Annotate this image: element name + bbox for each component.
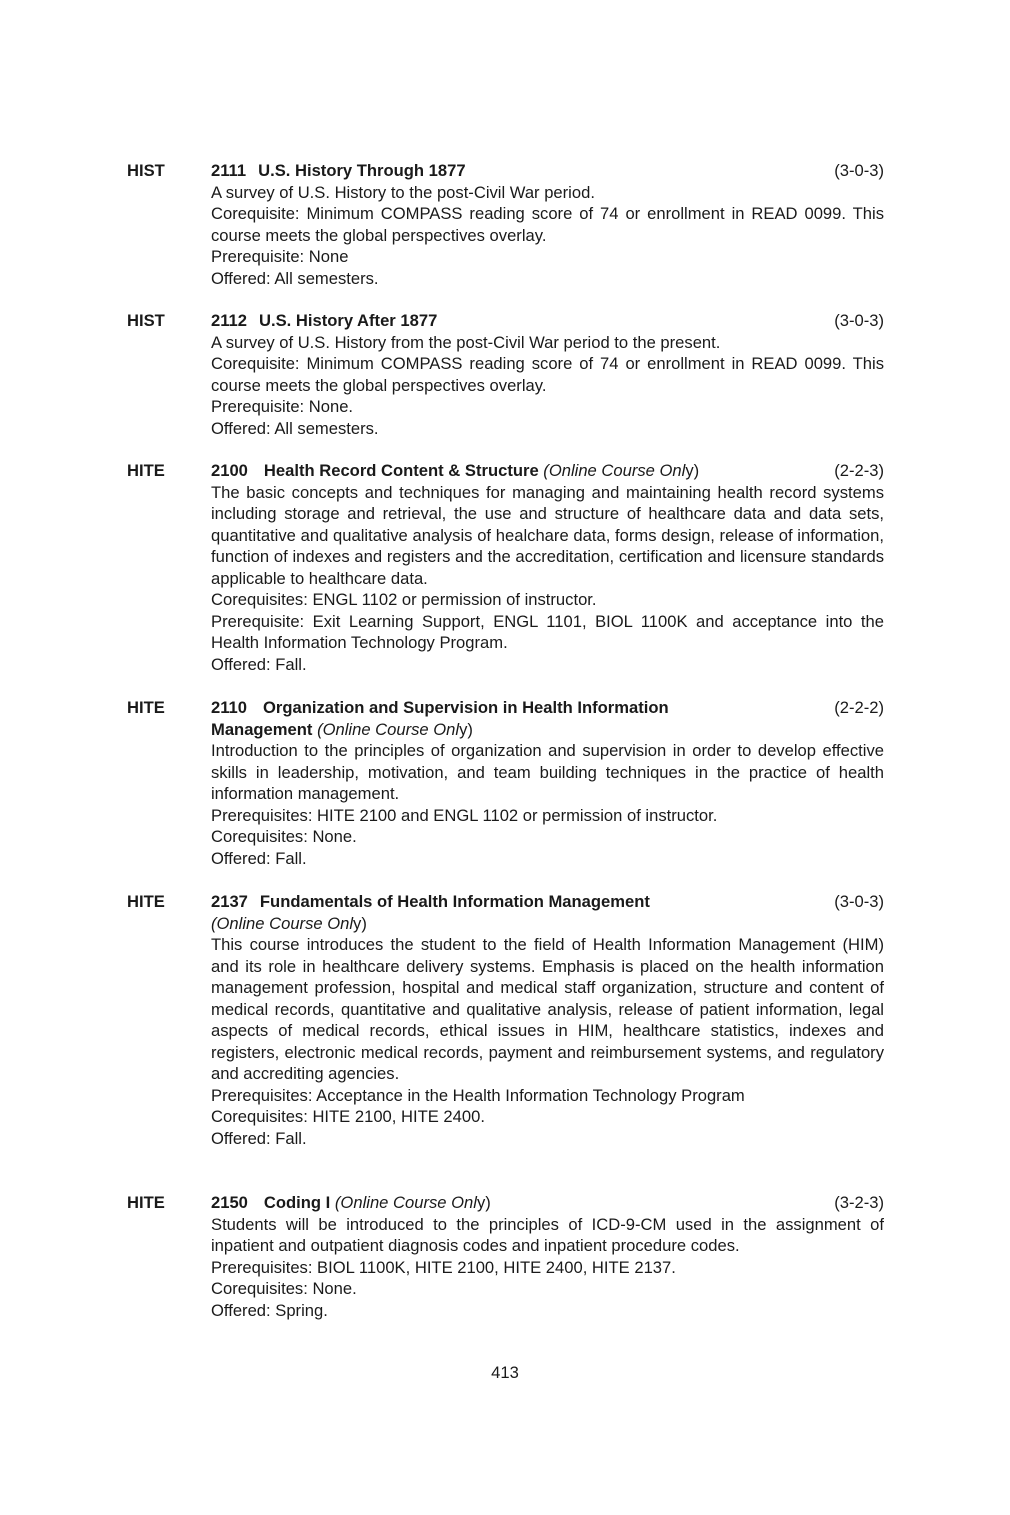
course-heading	[211, 1192, 884, 1214]
course-body	[211, 160, 884, 289]
course-description: A survey of U.S. History to the post-Civil War period.	[211, 182, 595, 202]
course-dept: HITE	[127, 892, 165, 911]
course-requisite: Corequisites: ENGL 1102 or permission of instructor.	[211, 590, 597, 609]
course-requisite: Corequisites: None.	[211, 827, 357, 846]
course-title: Health Record Content & Structure	[263, 461, 539, 480]
course-description: The basic concepts and techniques for managing and maintaining health record systems including storage and retrieval, the use and structure of healthcare data and data sets, quantitative and qualitative analysis of healchare data, forms design, release of information, function of indexes and registers and the accreditation, certification and licensure standards applicable to healthcare data.	[211, 482, 884, 588]
course-requisite: Prerequisites: Acceptance in the Health Information Technology Program	[211, 1085, 745, 1105]
course-body	[211, 310, 884, 439]
course-description: Introduction to the principles of organization and supervision in order to develop effective skills in leadership, motivation, and team building techniques in the practice of health information management.	[211, 741, 884, 803]
course-requisite: Corequisite: Minimum COMPASS reading score of 74 or enrollment in READ 0099. This course meets the global perspectives overlay.	[211, 354, 884, 395]
online-course-note: (Online Course Onl	[334, 1193, 477, 1212]
course-number: 2137	[211, 892, 248, 911]
course-offered: Offered: All semesters.	[211, 268, 379, 288]
course-heading	[211, 310, 884, 332]
course-heading	[211, 891, 884, 934]
online-course-note-end: y)	[353, 913, 367, 933]
course-requisite: Prerequisites: BIOL 1100K, HITE 2100, HITE 2400, HITE 2137.	[211, 1257, 676, 1277]
course-requisite: Corequisites: HITE 2100, HITE 2400.	[211, 1107, 485, 1126]
course-title: Coding I	[263, 1193, 331, 1212]
course-dept: HIST	[127, 311, 165, 330]
page-number: 413	[491, 1363, 519, 1382]
course-dept: HITE	[127, 461, 165, 480]
course-offered: Offered: Fall.	[211, 654, 307, 674]
course-number: 2111	[211, 161, 247, 180]
course-credits: (3-2-3)	[834, 1193, 884, 1212]
course-requisite: Prerequisite: None.	[211, 397, 354, 416]
course-number: 2100	[211, 461, 248, 480]
course-offered: Offered: Fall.	[211, 848, 307, 868]
course-body	[211, 891, 884, 1149]
course-description: This course introduces the student to the field of Health Information Management (HIM) and its role in healthcare delivery systems. Emphasis is placed on the health information management profession, hospital and medical staff organization, structure and content of medical records, quantitative and qualitative analysis, release of patient information, legal aspects of medical records, ethical issues in HIM, healthcare statistics, indexes and registers, electronic medical records, payment and reimbursement systems, and regulatory and accrediting agencies.	[211, 935, 884, 1083]
course-title: Organization and Supervision in Health Information	[263, 698, 669, 717]
course-number: 2112	[211, 311, 247, 330]
online-course-note-end: y)	[476, 1193, 491, 1212]
course-body	[211, 460, 884, 675]
course-credits: (2-2-2)	[834, 698, 884, 717]
course-credits: (3-0-3)	[834, 161, 884, 180]
course-offered: Offered: Fall.	[211, 1128, 307, 1148]
course-credits: (3-0-3)	[834, 892, 884, 911]
course-body	[211, 697, 884, 869]
course-body	[211, 1192, 884, 1321]
course-heading	[211, 160, 884, 182]
course-title: Fundamentals of Health Information Management	[259, 892, 650, 911]
course-dept: HIST	[127, 161, 165, 180]
course-offered: Offered: Spring.	[211, 1300, 328, 1320]
course-heading	[211, 460, 884, 482]
course-description: Students will be introduced to the principles of ICD-9-CM used in the assignment of inpatient and outpatient diagnosis codes and inpatient procedure codes.	[211, 1214, 884, 1255]
course-credits: (3-0-3)	[834, 311, 884, 330]
course-requisite: Prerequisite: Exit Learning Support, ENGL 1101, BIOL 1100K and acceptance into the Health Information Technology Program.	[211, 611, 884, 652]
course-number: 2110	[211, 698, 247, 717]
course-requisite: Corequisites: None.	[211, 1279, 357, 1298]
course-offered: Offered: All semesters.	[211, 418, 379, 438]
course-title: U.S. History Through 1877	[258, 161, 466, 180]
online-course-note-end: y)	[459, 719, 473, 739]
online-course-note: (Online Course Onl	[211, 913, 354, 933]
course-dept: HITE	[127, 698, 165, 717]
online-course-note-end: y)	[685, 461, 700, 480]
course-requisite: Prerequisite: None	[211, 247, 349, 266]
online-course-note: (Online Course Onl	[543, 461, 686, 480]
course-credits: (2-2-3)	[834, 461, 884, 480]
course-number: 2150	[211, 1193, 248, 1212]
course-heading	[211, 697, 884, 740]
course-requisite: Corequisite: Minimum COMPASS reading score of 74 or enrollment in READ 0099. This course meets the global perspectives overlay.	[211, 204, 884, 245]
online-course-note: (Online Course Onl	[317, 719, 460, 739]
course-title-continued: Management	[211, 719, 313, 739]
course-title: U.S. History After 1877	[259, 311, 438, 330]
course-requisite: Prerequisites: HITE 2100 and ENGL 1102 or permission of instructor.	[211, 805, 718, 825]
course-dept: HITE	[127, 1193, 165, 1212]
course-description: A survey of U.S. History from the post-Civil War period to the present.	[211, 332, 721, 352]
